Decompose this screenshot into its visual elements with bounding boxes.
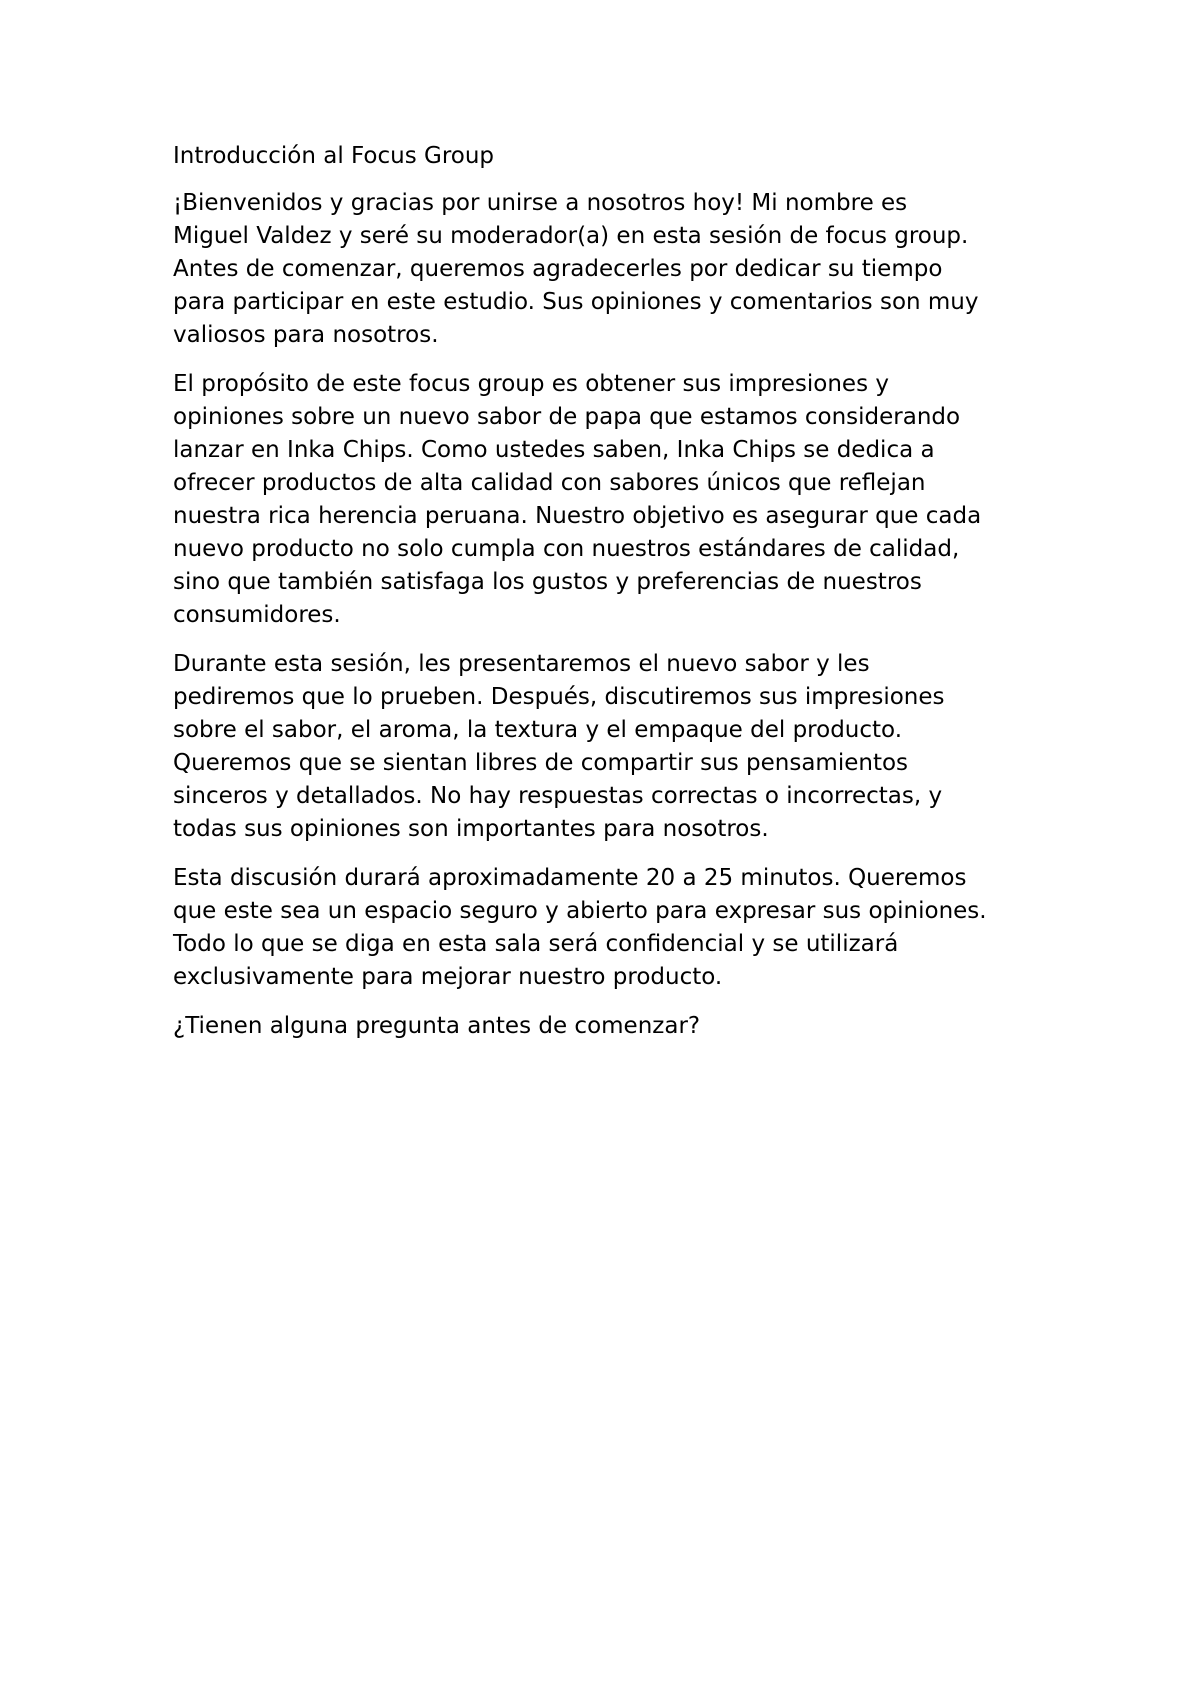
paragraph-question: ¿Tienen alguna pregunta antes de comenzar? bbox=[173, 1013, 701, 1039]
paragraph-purpose: El propósito de este focus group es obtener sus impresiones y opiniones sobre un nuevo sabor de papa que estamos considerando lanzar en Inka Chips. Como ustedes saben, Inka Chips se dedica a ofrecer productos de alta calidad con sabores únicos que reflejan nuestra rica herencia peruana. Nuestro objetivo es asegurar que cada nuevo producto no solo cumpla con nuestros estándares de calidad, sino que también satisfaga los gustos y preferencias de nuestros consumidores. bbox=[173, 371, 982, 628]
paragraph-session: Durante esta sesión, les presentaremos el nuevo sabor y les pediremos que lo prueben. Después, discutiremos sus impresiones sobre el sabor, el aroma, la textura y el empaque del producto. Queremos que se sientan libres de compartir sus pensamientos sinceros y detallados. No hay respuestas correctas o incorrectas, y todas sus opiniones son importantes para nosotros. bbox=[173, 651, 945, 842]
document-body bbox=[173, 140, 1053, 1059]
document-title: Introducción al Focus Group bbox=[173, 143, 495, 169]
paragraph-duration: Esta discusión durará aproximadamente 20 a 25 minutos. Queremos que este sea un espacio seguro y abierto para expresar sus opiniones. Todo lo que se diga en esta sala será confidencial y se utilizará exclusivamente para mejorar nuestro producto. bbox=[173, 865, 987, 990]
paragraph-welcome: ¡Bienvenidos y gracias por unirse a nosotros hoy! Mi nombre es Miguel Valdez y seré su moderador(a) en esta sesión de focus group. Antes de comenzar, queremos agradecerles por dedicar su tiempo para participar en este estudio. Sus opiniones y comentarios son muy valiosos para nosotros. bbox=[173, 190, 979, 348]
